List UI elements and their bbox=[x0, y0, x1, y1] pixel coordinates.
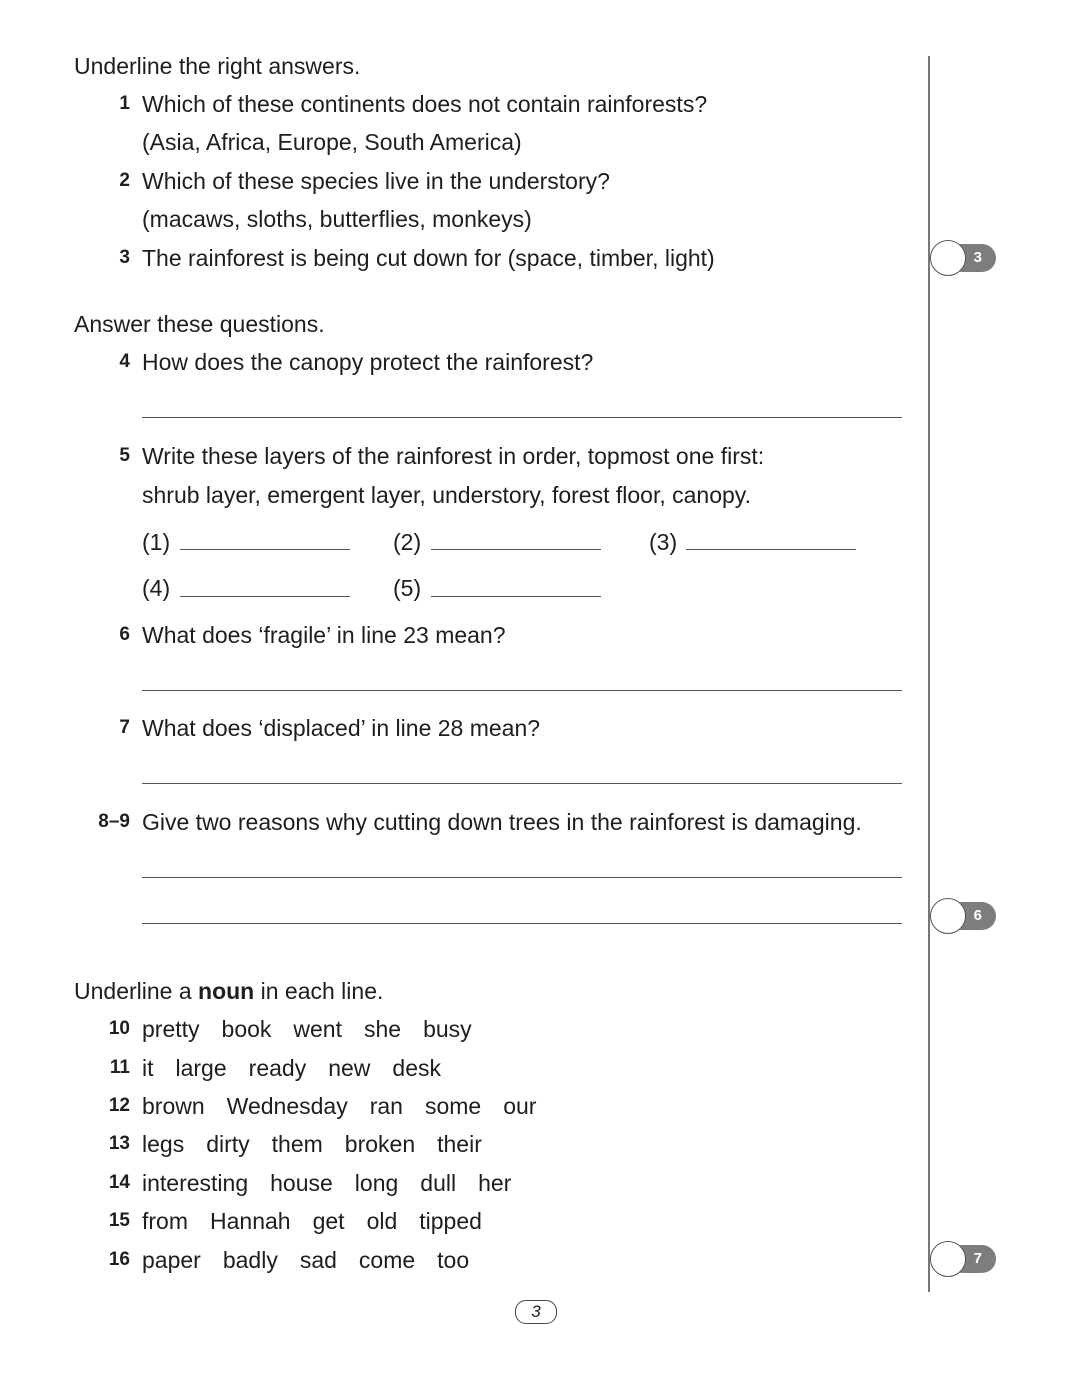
word-option[interactable]: book bbox=[221, 1016, 272, 1042]
word-option[interactable]: badly bbox=[222, 1247, 278, 1273]
score-circle[interactable] bbox=[930, 240, 966, 276]
question-3-text[interactable]: The rainforest is being cut down for (space, timber, light) bbox=[142, 245, 715, 271]
question-number: 6 bbox=[119, 624, 130, 645]
blank-line-5[interactable] bbox=[431, 596, 601, 597]
word-option[interactable]: get bbox=[312, 1208, 345, 1234]
word-option[interactable]: dirty bbox=[206, 1131, 250, 1157]
word-option[interactable]: their bbox=[437, 1131, 482, 1157]
word-option[interactable]: dull bbox=[420, 1170, 457, 1196]
word-row-13 bbox=[142, 1130, 504, 1158]
word-option[interactable]: house bbox=[270, 1170, 333, 1196]
question-5-text: Write these layers of the rainforest in order, topmost one first: bbox=[142, 443, 765, 469]
question-number: 13 bbox=[108, 1133, 130, 1154]
word-option[interactable]: sad bbox=[299, 1247, 337, 1273]
question-number: 11 bbox=[109, 1057, 130, 1078]
score-circle[interactable] bbox=[930, 898, 966, 934]
question-number: 2 bbox=[119, 170, 130, 191]
word-option[interactable]: from bbox=[142, 1208, 188, 1234]
question-8-9-text: Give two reasons why cutting down trees in the rainforest is damaging. bbox=[142, 809, 862, 835]
word-option[interactable]: our bbox=[503, 1093, 537, 1119]
word-option[interactable]: broken bbox=[344, 1131, 416, 1157]
word-option[interactable]: too bbox=[437, 1247, 470, 1273]
question-number: 4 bbox=[119, 351, 130, 372]
question-number: 1 bbox=[119, 93, 130, 114]
section1-heading: Underline the right answers. bbox=[74, 53, 361, 79]
word-row-12 bbox=[142, 1092, 558, 1120]
question-5-layers: shrub layer, emergent layer, understory, forest floor, canopy. bbox=[142, 482, 751, 508]
word-option[interactable]: interesting bbox=[142, 1170, 249, 1196]
word-option[interactable]: paper bbox=[142, 1247, 201, 1273]
answer-line-6[interactable] bbox=[142, 690, 902, 691]
question-number: 15 bbox=[108, 1210, 130, 1231]
word-option[interactable]: busy bbox=[423, 1016, 472, 1042]
word-option[interactable]: Hannah bbox=[210, 1208, 291, 1234]
word-option[interactable]: pretty bbox=[142, 1016, 200, 1042]
word-option[interactable]: tipped bbox=[419, 1208, 482, 1234]
question-number: 10 bbox=[108, 1018, 130, 1039]
blank-label-4: (4) bbox=[142, 575, 171, 601]
answer-line-4[interactable] bbox=[142, 417, 902, 418]
question-7-text: What does ‘displaced’ in line 28 mean? bbox=[142, 715, 541, 741]
word-row-11 bbox=[142, 1054, 463, 1082]
question-2-options[interactable]: (macaws, sloths, butterflies, monkeys) bbox=[142, 206, 532, 232]
page-number: 3 bbox=[515, 1300, 557, 1324]
question-1-text: Which of these continents does not contain rainforests? bbox=[142, 91, 708, 117]
word-row-14 bbox=[142, 1169, 533, 1197]
word-option[interactable]: come bbox=[358, 1247, 416, 1273]
word-option[interactable]: ready bbox=[248, 1055, 307, 1081]
word-option[interactable]: large bbox=[175, 1055, 227, 1081]
question-6-text: What does ‘fragile’ in line 23 mean? bbox=[142, 622, 506, 648]
question-4-text: How does the canopy protect the rainforest? bbox=[142, 349, 594, 375]
blank-line-4[interactable] bbox=[180, 596, 350, 597]
section2-heading: Answer these questions. bbox=[74, 311, 325, 337]
word-option[interactable]: she bbox=[364, 1016, 402, 1042]
score-circle[interactable] bbox=[930, 1241, 966, 1277]
blank-line-1[interactable] bbox=[180, 549, 350, 550]
score-box-section3[interactable] bbox=[930, 1241, 998, 1277]
question-number: 7 bbox=[119, 717, 130, 738]
score-box-section1[interactable] bbox=[930, 240, 998, 276]
word-option[interactable]: some bbox=[424, 1093, 482, 1119]
word-option[interactable]: it bbox=[142, 1055, 154, 1081]
word-option[interactable]: Wednesday bbox=[226, 1093, 348, 1119]
question-number: 8–9 bbox=[98, 811, 130, 832]
word-option[interactable]: ran bbox=[369, 1093, 403, 1119]
blank-line-2[interactable] bbox=[431, 549, 601, 550]
word-option[interactable]: legs bbox=[142, 1131, 185, 1157]
blank-line-3[interactable] bbox=[686, 549, 856, 550]
question-number: 3 bbox=[119, 247, 130, 268]
answer-line-7[interactable] bbox=[142, 783, 902, 784]
question-1-options[interactable]: (Asia, Africa, Europe, South America) bbox=[142, 129, 522, 155]
word-row-10 bbox=[142, 1015, 494, 1043]
blank-label-2: (2) bbox=[393, 529, 422, 555]
score-total: 6 bbox=[948, 902, 996, 930]
score-total: 7 bbox=[948, 1245, 996, 1273]
word-option[interactable]: new bbox=[328, 1055, 371, 1081]
blank-label-1: (1) bbox=[142, 529, 171, 555]
word-option[interactable]: her bbox=[478, 1170, 512, 1196]
question-2-text: Which of these species live in the understory? bbox=[142, 168, 610, 194]
word-option[interactable]: them bbox=[271, 1131, 323, 1157]
word-option[interactable]: old bbox=[366, 1208, 398, 1234]
question-number: 12 bbox=[108, 1095, 130, 1116]
word-row-15 bbox=[142, 1207, 504, 1235]
question-number: 14 bbox=[108, 1172, 130, 1193]
blank-label-3: (3) bbox=[649, 529, 678, 555]
word-option[interactable]: brown bbox=[142, 1093, 205, 1119]
blank-label-5: (5) bbox=[393, 575, 422, 601]
word-option[interactable]: desk bbox=[392, 1055, 441, 1081]
word-option[interactable]: went bbox=[293, 1016, 342, 1042]
question-number: 16 bbox=[108, 1249, 130, 1270]
score-box-section2[interactable] bbox=[930, 898, 998, 934]
answer-line-8[interactable] bbox=[142, 877, 902, 878]
section3-heading: Underline a noun in each line. bbox=[74, 978, 384, 1004]
word-row-16 bbox=[142, 1246, 491, 1274]
score-total: 3 bbox=[948, 244, 996, 272]
question-number: 5 bbox=[119, 445, 130, 466]
word-option[interactable]: long bbox=[354, 1170, 399, 1196]
answer-line-9[interactable] bbox=[142, 923, 902, 924]
